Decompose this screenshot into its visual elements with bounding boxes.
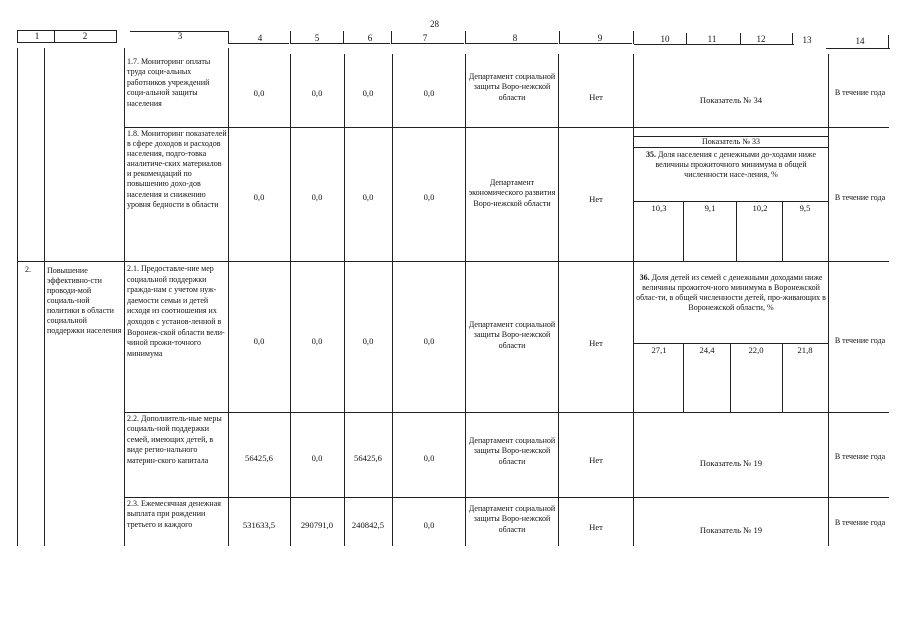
row-description: 1.7. Мониторинг оплаты труда соци-альных работников учреждений соци-альной защиты населения [127, 57, 211, 108]
value-col-7: 0,0 [423, 192, 435, 202]
col-header-10: 10 [660, 34, 670, 44]
value-col-6: 56425,6 [354, 453, 382, 463]
indicator-number: 35. [645, 150, 656, 159]
value-col-5: 0,0 [311, 192, 323, 202]
page-number: 28 [430, 19, 439, 29]
col-header-3: 3 [177, 31, 183, 41]
indicator-description [636, 273, 826, 313]
indicator-reference: Показатель № 19 [699, 458, 763, 468]
target-col-12: 10,2 [752, 203, 768, 213]
row-description: 2.1. Предоставле-ние мер социальной поддержки гражда-нам с учетом нуж-даемости семьи и детей исходя из соотношения их доходов с установ-ленной в Воронеж-ской области вели-чиной прожи-точного минимума [127, 264, 225, 358]
target-col-12: 22,0 [748, 345, 764, 355]
value-col-7: 0,0 [423, 88, 435, 98]
responsible-department: Департамент экономического развития Воро-нежской области [468, 178, 556, 208]
value-col-6: 0,0 [362, 336, 374, 346]
value-col-7: 0,0 [423, 336, 435, 346]
target-col-10: 27,1 [651, 345, 667, 355]
responsible-department: Департамент социальной защиты Воро-нежской области [468, 72, 556, 102]
deadline: В течение года [834, 193, 886, 202]
responsible-department: Департамент социальной защиты Воро-нежской области [468, 504, 556, 534]
col-header-6: 6 [367, 33, 373, 43]
value-col-6: 240842,5 [351, 520, 385, 530]
deadline: В течение года [834, 452, 886, 461]
indicator-text: Доля детей из семей с денежными доходами ниже величины прожиточ-ного минимума в Воронежской облас-ти, в общей численности детей, про-живающих в Воронежской области, % [636, 273, 826, 312]
value-col-9: Нет [589, 522, 603, 532]
responsible-department: Департамент социальной защиты Воро-нежской области [468, 320, 556, 350]
indicator-description [636, 150, 826, 180]
target-col-11: 24,4 [699, 345, 715, 355]
value-col-5: 0,0 [311, 453, 323, 463]
col-header-4: 4 [257, 33, 263, 43]
target-col-13: 21,8 [797, 345, 813, 355]
indicator-number: 36. [639, 273, 650, 282]
col-header-11: 11 [707, 34, 717, 44]
value-col-7: 0,0 [423, 453, 435, 463]
target-col-13: 9,5 [799, 203, 811, 213]
row-description: 1.8. Мониторинг показателей в сфере доходов и расходов населения, подго-товка аналитиче-ских материалов и рекомендаций по повышению дохо-дов населения и снижению уровня бедности в области [127, 129, 227, 209]
value-col-4: 0,0 [253, 88, 265, 98]
deadline: В течение года [834, 88, 886, 97]
value-col-9: Нет [589, 338, 603, 348]
col-header-5: 5 [314, 33, 320, 43]
value-col-6: 0,0 [362, 88, 374, 98]
col-header-8: 8 [512, 33, 518, 43]
deadline: В течение года [834, 518, 886, 527]
col-header-2: 2 [82, 31, 88, 41]
value-col-4: 56425,6 [245, 453, 273, 463]
col-header-9: 9 [597, 33, 603, 43]
value-col-4: 0,0 [253, 336, 265, 346]
deadline: В течение года [834, 336, 886, 345]
value-col-6: 0,0 [362, 192, 374, 202]
col-header-1: 1 [34, 31, 40, 41]
col-header-14: 14 [855, 36, 865, 46]
col-header-7: 7 [422, 33, 428, 43]
value-col-7: 0,0 [423, 520, 435, 530]
col-header-12: 12 [756, 34, 766, 44]
responsible-department: Департамент социальной защиты Воро-нежской области [468, 436, 556, 466]
indicator-reference: Показатель № 33 [702, 137, 760, 146]
section-title: Повышение эффективно-сти проводи-мой социаль-ной политики в области социальной поддержки населения [47, 266, 122, 335]
row-description: 2.2. Дополнитель-ные меры социаль-ной поддержки семей, имеющих детей, в виде регио-нального материн-ского капитала [127, 414, 222, 465]
value-col-4: 0,0 [253, 192, 265, 202]
col-header-13: 13 [802, 35, 812, 45]
section-number: 2. [25, 265, 31, 274]
row-description: 2.3. Ежемесячная денежная выплата при рождении третьего и каждого [127, 499, 221, 529]
value-col-5: 290791,0 [300, 520, 334, 530]
value-col-5: 0,0 [311, 88, 323, 98]
value-col-5: 0,0 [311, 336, 323, 346]
target-col-11: 9,1 [704, 203, 716, 213]
indicator-reference: Показатель № 34 [699, 95, 763, 105]
target-col-10: 10,3 [651, 203, 667, 213]
indicator-reference: Показатель № 19 [699, 525, 763, 535]
value-col-4: 531633,5 [242, 520, 276, 530]
indicator-text: Доля населения с денежными до-ходами ниже величины прожиточного минимума в общей численности насе-ления, % [655, 150, 817, 179]
value-col-9: Нет [589, 92, 603, 102]
value-col-9: Нет [589, 455, 603, 465]
value-col-9: Нет [589, 194, 603, 204]
